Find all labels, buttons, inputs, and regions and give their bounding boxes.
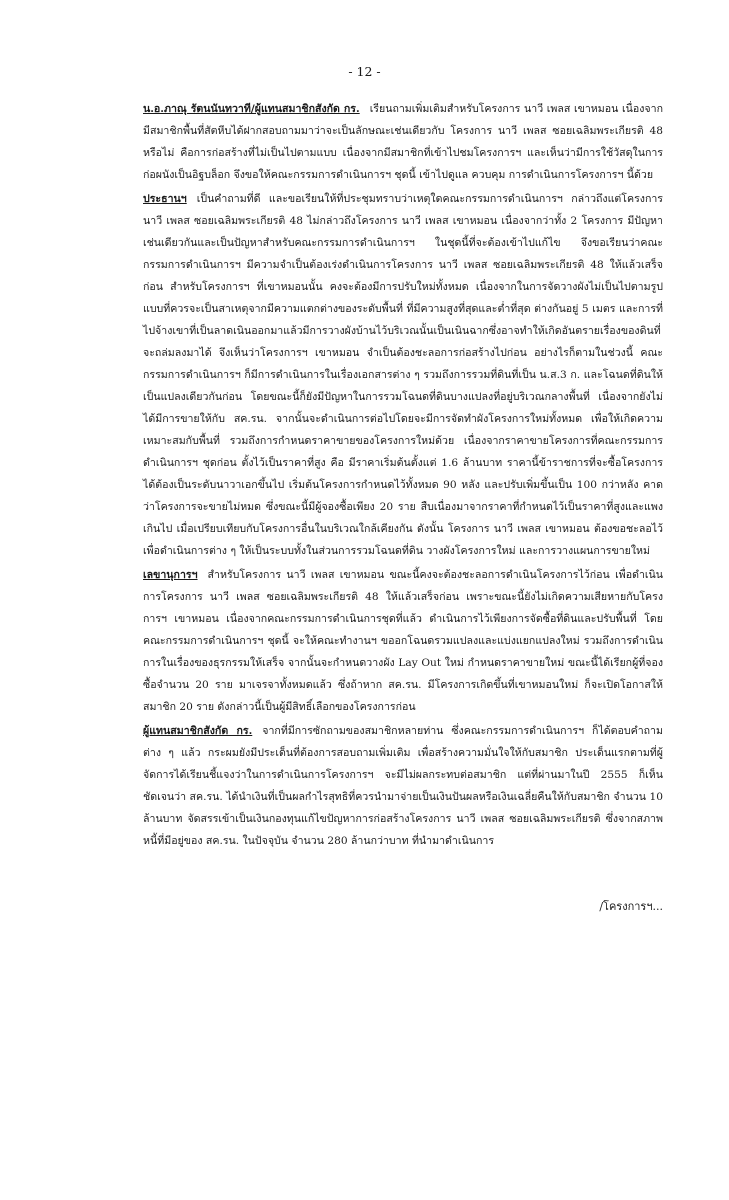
speaker-label: น.อ.ภาณุ รัตนนันทวาที/ผู้แทนสมาชิกสังกัด กร. [143, 103, 360, 115]
paragraph-text: จากที่มีการซักถามของสมาชิกหลายท่าน ซึ่งคณะกรรมการดำเนินการฯ ก็ได้ตอบคำถามต่าง ๆ แล้ว กระผมยังมีประเด็นที่ต้องการสอบถามเพิ่มเติม เพื่อสร้างความมั่นใจให้กับสมาชิก ประเด็นแรกตามที่ผู้จัดการได้เรียนชี้แจงว่าในการดำเนินการโครงการฯ จะมีไม่ผลกระทบต่อสมาชิก แต่ที่ผ่านมาในปี 2555 ก็เห็นชัดเจนว่า สค.รน. ได้นำเงินที่เป็นผลกำไรสุทธิที่ควรนำมาจ่ายเป็นเงินปันผลหรือเงินเฉลี่ยคืนให้กับสมาชิก จำนวน 10 ล้านบาท จัดสรรเข้าเป็นเงินกองทุนแก้ไขปัญหาการก่อสร้างโครงการ นาวี เพลส ซอยเฉลิมพระเกียรติ ซึ่งจากสภาพหนี้ที่มีอยู่ของ สค.รน. ในปัจจุบัน จำนวน 280 ล้านกว่าบาท ที่นำมาดำเนินการ [143, 725, 663, 847]
paragraph-text: สำหรับโครงการ นาวี เพลส เขาหมอน ขณะนี้คงจะต้องชะลอการดำเนินโครงการไว้ก่อน เพื่อดำเนินการโครงการ นาวี เพลส ซอยเฉลิมพระเกียรติ 48 ให้แล้วเสร็จก่อน เพราะขณะนี้ยังไม่เกิดความเสียหายกับโครงการฯ เขาหมอน เนื่องจากคณะกรรมการดำเนินการชุดที่แล้ว ดำเนินการไว้เพียงการจัดซื้อที่ดินและปรับพื้นที่ โดยคณะกรรมการดำเนินการฯ ชุดนี้ จะให้คณะทำงานฯ ขออกโฉนดรวมแปลงและแบ่งแยกแปลงใหม่ รวมถึงการดำเนินการในเรื่องของธุรกรรมให้เสร็จ จากนั้นจะกำหนดวางผัง Lay Out ใหม่ กำหนดราคาขายใหม่ ขณะนี้ได้เรียกผู้ที่จองซื้อจำนวน 20 ราย มาเจรจาทั้งหมดแล้ว ซึ่งถ้าหาก สค.รน. มีโครงการเกิดขึ้นที่เขาหมอนใหม่ ก็จะเปิดโอกาสให้สมาชิก 20 ราย ดังกล่าวนี้เป็นผู้มีสิทธิ์เลือกของโครงการก่อน [143, 569, 663, 713]
paragraph-1 [143, 98, 663, 186]
paragraph-text: เรียนถามเพิ่มเติมสำหรับโครงการ นาวี เพลส เขาหมอน เนื่องจากมีสมาชิกพื้นที่สัตหีบได้ฝากสอบถามมาว่าจะเป็นลักษณะเช่นเดียวกับ โครงการ นาวี เพลส ซอยเฉลิมพระเกียรติ 48 หรือไม่ คือการก่อสร้างที่ไม่เป็นไปตามแบบ เนื่องจากมีสมาชิกที่เข้าไปชมโครงการฯ และเห็นว่ามีการใช้วัสดุในการก่อผนังเป็นอิฐบล็อก จึงขอให้คณะกรรมการดำเนินการฯ ชุดนี้ เข้าไปดูแล ควบคุม การดำเนินการโครงการฯ นี้ด้วย [143, 103, 663, 181]
paragraph-text: เป็นคำถามที่ดี และขอเรียนให้ที่ประชุมทราบว่าเหตุใดคณะกรรมการดำเนินการฯ กล่าวถึงแต่โครงการ นาวี เพลส ซอยเฉลิมพระเกียรติ 48 ไม่กล่าวถึงโครงการ นาวี เพลส เขาหมอน เนื่องจากว่าทั้ง 2 โครงการ มีปัญหาเช่นเดียวกันและเป็นปัญหาสำหรับคณะกรรมการดำเนินการฯ ในชุดนี้ที่จะต้องเข้าไปแก้ไข จึงขอเรียนว่าคณะกรรมการดำเนินการฯ มีความจำเป็นต้องเร่งดำเนินการโครงการ นาวี เพลส ซอยเฉลิมพระเกียรติ 48 ให้แล้วเสร็จก่อน สำหรับโครงการฯ ที่เขาหมอนนั้น คงจะต้องมีการปรับใหม่ทั้งหมด เนื่องจากในการจัดวางผังไม่เป็นไปตามรูปแบบที่ควรจะเป็นสาเหตุจากมีความแตกต่างของระดับพื้นที่ ที่มีความสูงที่สุดและต่ำที่สุด ต่างกันอยู่ 5 เมตร และการที่ไปจ้างเขาที่เป็นลาดเนินออกมาแล้วมีการวางผังบ้านไว้บริเวณนั้นเป็นเนินฉากซึ่งอาจทำให้เกิดอันตรายเรื่องของดินที่จะถล่มลงมาได้ จึงเห็นว่าโครงการฯ เขาหมอน จำเป็นต้องชะลอการก่อสร้างไปก่อน อย่างไรก็ตามในช่วงนี้ คณะกรรมการดำเนินการฯ ก็มีการดำเนินการในเรื่องเอกสารต่าง ๆ รวมถึงการรวมที่ดินที่เป็น น.ส.3 ก. และโฉนดที่ดินให้เป็นแปลงเดียวกันก่อน โดยขณะนี้ก็ยังมีปัญหาในการรวมโฉนดที่ดินบางแปลงที่อยู่บริเวณกลางพื้นที่ เนื่องจากยังไม่ได้มีการขายให้กับ สค.รน. จากนั้นจะดำเนินการต่อไปโดยจะมีการจัดทำผังโครงการใหม่ทั้งหมด เพื่อให้เกิดความเหมาะสมกับพื้นที่ รวมถึงการกำหนดราคาขายของโครงการใหม่ด้วย เนื่องจากราคาขายโครงการที่คณะกรรมการดำเนินการฯ ชุดก่อน ตั้งไว้เป็นราคาที่สูง คือ มีราคาเริ่มต้นตั้งแต่ 1.6 ล้านบาท ราคานี้ข้าราชการที่จะซื้อโครงการได้ต้องเป็นระดับนาวาเอกขึ้นไป เริ่มต้นโครงการกำหนดไว้ทั้งหมด 90 หลัง และปรับเพิ่มขึ้นเป็น 100 กว่าหลัง คาดว่าโครงการจะขายไม่หมด ซึ่งขณะนี้มีผู้จองซื้อเพียง 20 ราย สืบเนื่องมาจากราคาที่กำหนดไว้เป็นราคาที่สูงและแพงเกินไป เมื่อเปรียบเทียบกับโครงการอื่นในบริเวณใกล้เคียงกัน ดังนั้น โครงการ นาวี เพลส เขาหมอน ต้องขอชะลอไว้เพื่อดำเนินการต่าง ๆ ให้เป็นระบบทั้งในส่วนการรวมโฉนดที่ดิน วางผังโครงการใหม่ และการวางแผนการขายใหม่ [143, 193, 663, 557]
continuation-marker: /โครงการฯ... [599, 900, 663, 913]
paragraph-3 [143, 564, 663, 718]
speaker-label: ผู้แทนสมาชิกสังกัด กร. [143, 725, 253, 737]
speaker-label: ประธานฯ [143, 193, 187, 205]
speaker-label: เลขานุการฯ [143, 569, 198, 581]
document-body [143, 98, 663, 854]
paragraph-2 [143, 188, 663, 562]
paragraph-4 [143, 720, 663, 852]
page-number: - 12 - [348, 64, 381, 79]
